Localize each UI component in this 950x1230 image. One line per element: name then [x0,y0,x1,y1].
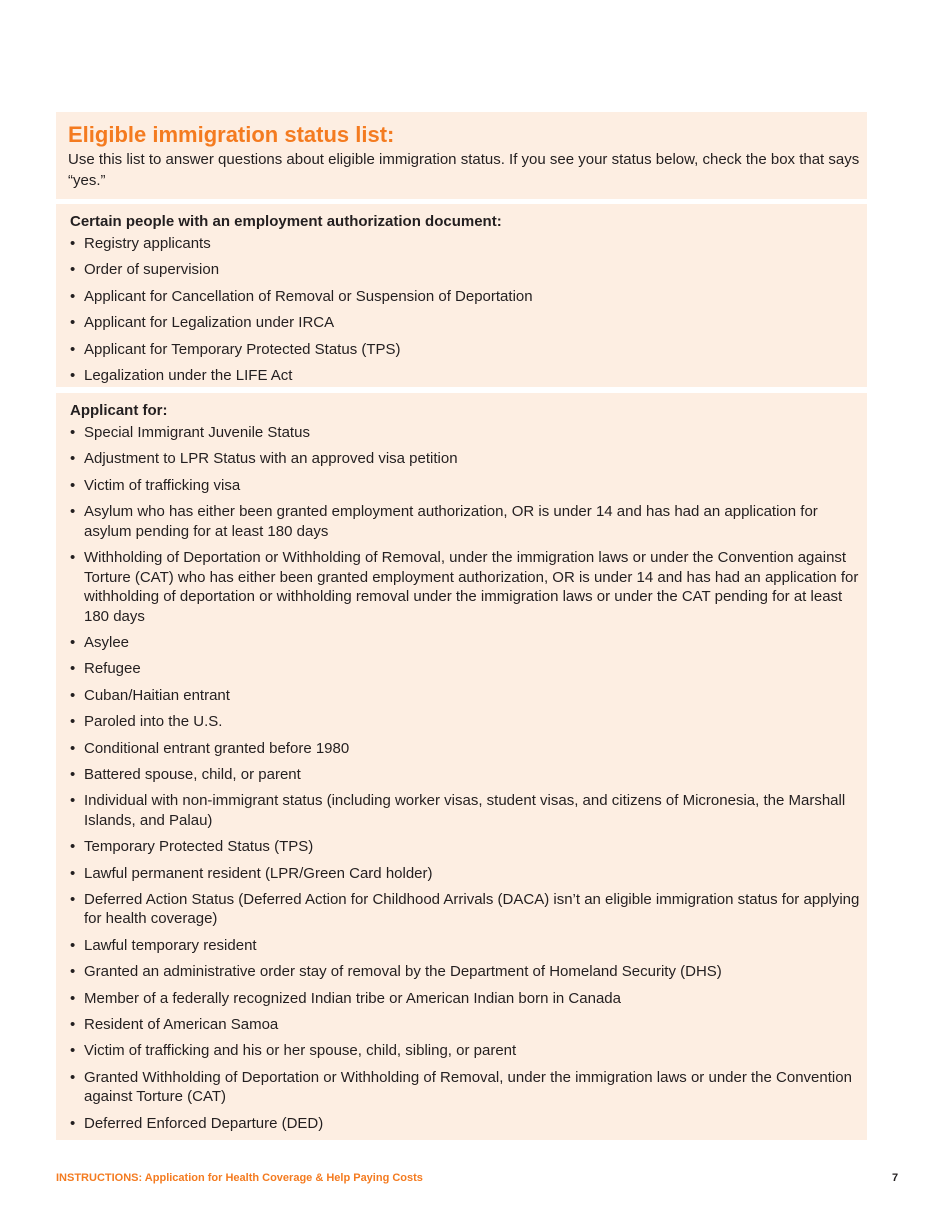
list-item [70,313,867,333]
list-item [70,449,867,469]
list-item [70,287,867,307]
section-heading: Certain people with an employment authorization document: [70,213,502,230]
list-item-text: Special Immigrant Juvenile Status [84,424,310,441]
list-item [70,864,867,884]
bullet-icon: • [70,287,76,305]
bullet-icon: • [70,1114,76,1132]
list-item-text: Victim of trafficking and his or her spouse, child, sibling, or parent [84,1042,517,1060]
list-item-text: Cuban/Haitian entrant [84,686,230,704]
list-item-text: Temporary Protected Status (TPS) [84,838,314,856]
list-item [70,234,867,254]
applicant-for-section [56,393,867,1140]
list-item-text: Granted an administrative order stay of removal by the Department of Homeland Security (DHS) [84,963,722,981]
section-heading: Applicant for: [70,402,168,419]
bullet-icon: • [70,1068,76,1086]
status-list [70,423,867,1133]
list-item [70,989,867,1009]
list-item-text: Victim of trafficking visa [84,476,241,494]
intro-text: Use this list to answer questions about eligible immigration status. If you see your status below, check the box that says “yes.” [68,151,860,189]
list-item [70,548,867,626]
list-item [70,765,867,785]
bullet-icon: • [70,890,76,908]
list-item [70,659,867,679]
list-item-text: Adjustment to LPR Status with an approved visa petition [84,450,458,468]
bullet-icon: • [70,989,76,1007]
bullet-icon: • [70,739,76,757]
bullet-icon: • [70,838,76,856]
list-item-text: Applicant for Cancellation of Removal or Suspension of Deportation [84,287,533,305]
status-list [70,234,867,385]
list-item-text: Asylum who has either been granted employment authorization, OR is under 14 and has had an application for asylum pending for at least 180 days [84,503,818,540]
bullet-icon: • [70,503,76,521]
list-item [70,633,867,653]
list-item-text: Withholding of Deportation or Withholding of Removal, under the immigration laws or under the Convention against Torture (CAT) who has either been granted employment authorization, OR is under 14 and has had an application for withholding of deportation or withholding removal under the immigration laws or under the CAT pending for at least 180 days [84,549,859,625]
bullet-icon: • [70,235,76,252]
list-item-text: Battered spouse, child, or parent [84,765,301,783]
intro-panel [56,112,867,199]
employment-authorization-section [56,204,867,387]
bullet-icon: • [70,936,76,954]
list-item [70,423,867,443]
bullet-icon: • [70,660,76,678]
bullet-icon: • [70,549,76,567]
list-item [70,502,867,541]
list-item [70,890,867,929]
bullet-icon: • [70,340,76,358]
list-item-text: Member of a federally recognized Indian tribe or American Indian born in Canada [84,989,621,1007]
list-item-text: Lawful permanent resident (LPR/Green Card holder) [84,864,433,882]
list-item [70,1114,867,1134]
list-item [70,712,867,732]
bullet-icon: • [70,633,76,651]
list-item-text: Resident of American Samoa [84,1016,279,1034]
page-title: Eligible immigration status list: [68,122,395,147]
list-item [70,1041,867,1061]
footer-document-title: INSTRUCTIONS: Application for Health Coverage & Help Paying Costs [56,1172,423,1184]
list-item-text: Asylee [84,633,130,651]
bullet-icon: • [70,792,76,810]
bullet-icon: • [70,1042,76,1060]
bullet-icon: • [70,713,76,731]
bullet-icon: • [70,686,76,704]
list-item [70,739,867,759]
list-item [70,837,867,857]
page-number: 7 [892,1172,899,1184]
list-item-text: Individual with non-immigrant status (including worker visas, student visas, and citizens of Micronesia, the Marshall Islands, and Palau) [84,792,846,829]
list-item-text: Legalization under the LIFE Act [84,366,293,384]
list-item [70,962,867,982]
list-item [70,476,867,496]
bullet-icon: • [70,314,76,332]
bullet-icon: • [70,450,76,468]
list-item [70,340,867,360]
bullet-icon: • [70,864,76,882]
list-item-text: Lawful temporary resident [84,936,257,954]
list-item [70,366,867,386]
list-item [70,1068,867,1107]
list-item-text: Applicant for Legalization under IRCA [84,314,335,332]
list-item [70,1015,867,1035]
bullet-icon: • [70,261,76,279]
bullet-icon: • [70,476,76,494]
bullet-icon: • [70,1016,76,1034]
list-item-text: Conditional entrant granted before 1980 [84,739,350,757]
bullet-icon: • [70,963,76,981]
list-item [70,686,867,706]
list-item-text: Paroled into the U.S. [84,713,223,731]
bullet-icon: • [70,366,76,384]
list-item-text: Order of supervision [84,261,220,279]
list-item-text: Deferred Enforced Departure (DED) [84,1114,324,1132]
list-item [70,791,867,830]
list-item-text: Granted Withholding of Deportation or Withholding of Removal, under the immigration laws or under the Convention against Torture (CAT) [84,1068,852,1106]
list-item-text: Registry applicants [84,235,211,252]
list-item-text: Refugee [84,660,141,678]
bullet-icon: • [70,765,76,783]
list-item-text: Deferred Action Status (Deferred Action for Childhood Arrivals (DACA) isn’t an eligible immigration status for applying for health coverage) [84,890,860,928]
list-item [70,936,867,956]
list-item-text: Applicant for Temporary Protected Status (TPS) [84,340,401,358]
bullet-icon: • [70,424,76,441]
list-item [70,260,867,280]
